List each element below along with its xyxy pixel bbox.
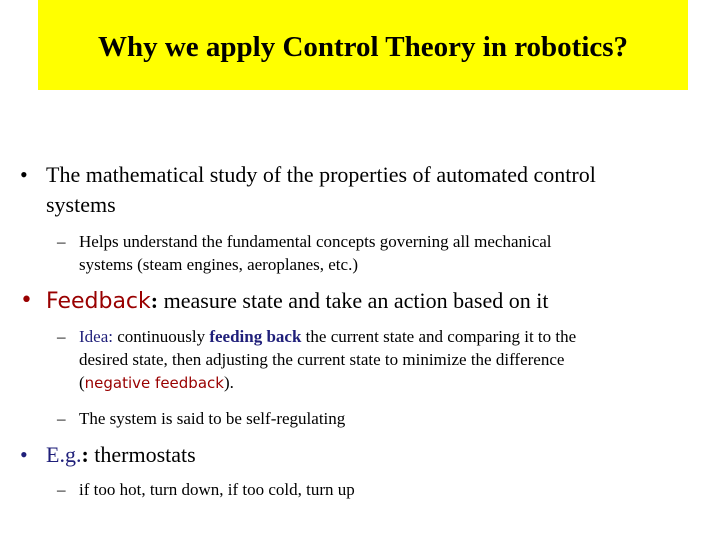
dash-marker: –: [57, 480, 66, 499]
sub-bullet-line: [79, 371, 699, 395]
idea-text-part: continuously: [112, 327, 210, 346]
eg-text: thermostats: [88, 442, 196, 467]
slide-title: Why we apply Control Theory in robotics?: [97, 31, 629, 63]
bullet-line: systems: [46, 192, 116, 217]
sub-bullet-text: if too hot, turn down, if too cold, turn up: [79, 480, 355, 499]
dash-marker: –: [57, 232, 66, 251]
feedback-term: Feedback: [46, 289, 151, 314]
bullet-dot: •: [20, 442, 28, 467]
bullet-text: [46, 440, 686, 470]
feedback-colon: :: [150, 288, 159, 313]
dash-marker: –: [57, 327, 66, 346]
sub-bullet-line: systems (steam engines, aeroplanes, etc.): [79, 255, 358, 274]
sub-bullet-text: [79, 325, 699, 395]
dash-marker: –: [57, 409, 66, 428]
paren-close: ).: [223, 373, 234, 392]
sub-bullet-line: desired state, then adjusting the current state to minimize the difference: [79, 350, 565, 369]
sub-bullet-text: The system is said to be self-regulating: [79, 409, 346, 428]
eg-colon: :: [81, 442, 89, 467]
bullet-text: [46, 286, 686, 317]
bullet-line: The mathematical study of the properties of automated control: [46, 162, 596, 187]
paren-open: (: [79, 373, 85, 392]
eg-label: E.g.: [46, 442, 82, 467]
feeding-back-term: feeding back: [209, 327, 302, 346]
sub-bullet-text: [79, 230, 699, 276]
idea-label: Idea:: [79, 327, 113, 346]
sub-bullet-line: Helps understand the fundamental concepts governing all mechanical: [79, 232, 552, 251]
negative-feedback-term: negative feedback: [84, 374, 224, 392]
idea-text-part: the current state and comparing it to the: [301, 327, 577, 346]
bullet-dot: •: [20, 162, 28, 187]
bullet-text: [46, 160, 686, 220]
sub-bullet-line: [79, 325, 699, 348]
bullet-dot: •: [20, 288, 33, 313]
feedback-description: measure state and take an action based on it: [158, 288, 549, 313]
